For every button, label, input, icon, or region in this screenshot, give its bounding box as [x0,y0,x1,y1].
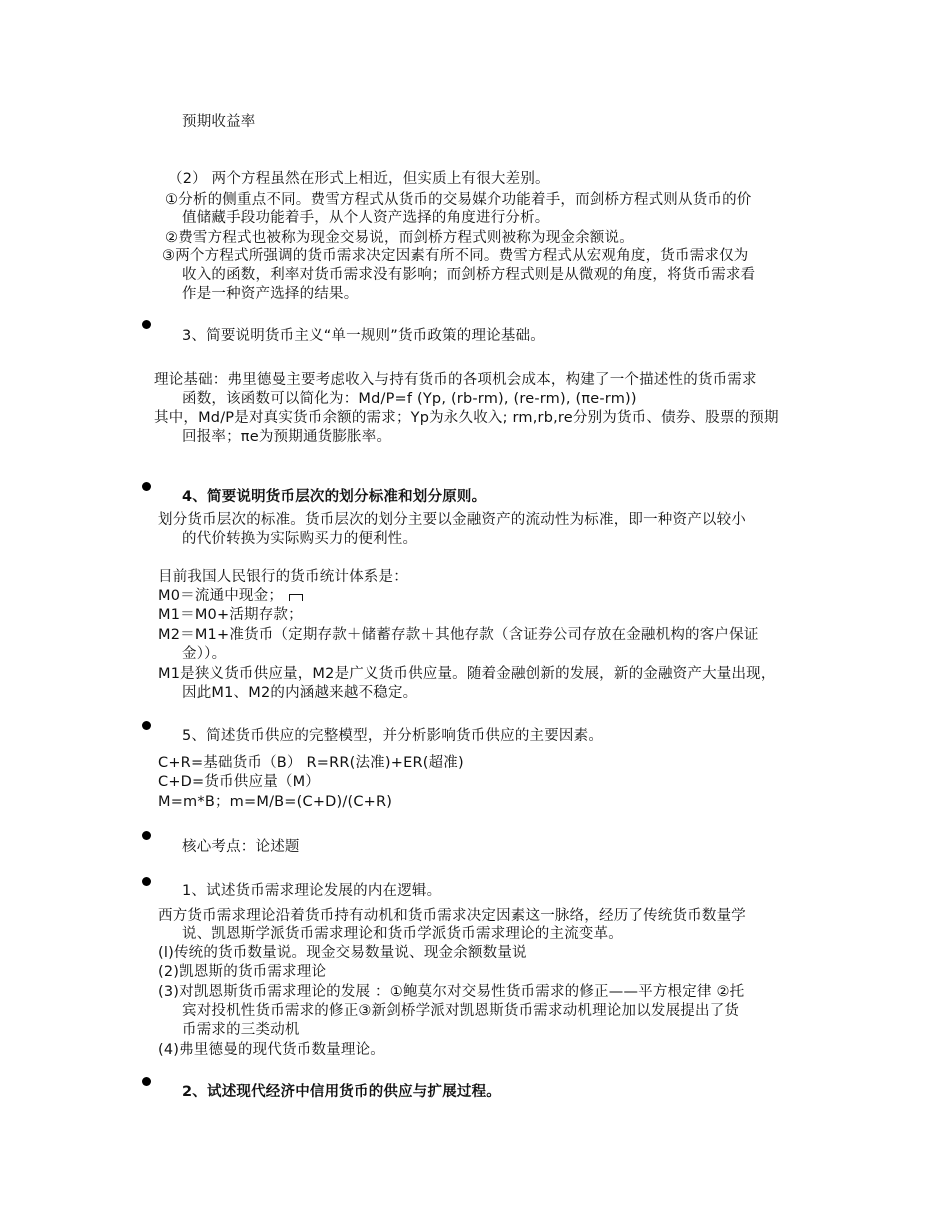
text-line: ②费雪方程式也被称为现金交易说，而剑桥方程式则被称为现金余额说。 [165,230,634,246]
text-line: 因此M1、M2的内涵越来越不稳定。 [182,685,418,701]
text-line: (3)对凯恩斯货币需求理论的发展 ：①鲍莫尔对交易性货币需求的修正——平方根定律 ②托 [158,984,745,1000]
question-heading: 1、试述货币需求理论发展的内在逻辑。 [182,883,442,899]
bullet-icon [142,1077,151,1086]
formula-line: C+R=基础货币（B） R=RR(法准)+ER(超准) [158,755,464,771]
text-line: （2） 两个方程虽然在形式上相近，但实质上有很大差别。 [168,171,550,187]
text-line: (l)传统的货币数量说。现金交易数量说、现金余额数量说 [158,945,527,961]
bullet-icon [142,877,151,886]
text-line: 宾对投机性货币需求的修正③新剑桥学派对凯恩斯货币需求动机理论加以发展提出了货 [182,1003,740,1019]
text-line: 币需求的三类动机 [182,1022,300,1038]
bullet-icon [142,482,151,491]
text-line: M2＝M1+准货币（定期存款＋储蓄存款＋其他存款（含证券公司存放在金融机构的客户保证 [158,627,759,643]
text-line: M1是狭义货币供应量，M2是广义货币供应量。随着金融创新的发展，新的金融资产大量出现， [158,666,776,682]
formula-line: 函数，该函数可以简化为：Md/P=f (Yp, (rb-rm), (re-rm), (πe-rm)) [182,391,637,407]
text-cursor-icon [289,594,303,601]
text-line [158,586,303,606]
question-heading: 2、试述现代经济中信用货币的供应与扩展过程。 [182,1084,501,1100]
text-line: 说、凯恩斯学派货币需求理论和货币学派货币需求理论的主流变革。 [182,926,623,942]
text-line: ③两个方程式所强调的货币需求决定因素有所不同。费雪方程式从宏观角度，货币需求仅为 [162,248,749,264]
text-line: ①分析的侧重点不同。费雪方程式从货币的交易媒介功能着手，而剑桥方程式则从货币的价 [165,192,752,208]
text-line: 其中，Md/P是对真实货币余额的需求；Yp为永久收入; rm,rb,re分别为货币、债券、股票的预期 [154,410,779,426]
text-line: 回报率；πe为预期通货膨胀率。 [182,429,392,445]
question-heading: 3、简要说明货币主义“单一规则”货币政策的理论基础。 [182,328,545,344]
m0-definition: M0＝流通中现金； [158,588,284,604]
formula-line: M=m*B；m=M/B=(C+D)/(C+R) [158,794,393,810]
text-line: 的代价转换为实际购买力的便利性。 [182,531,418,547]
section-heading: 核心考点：论述题 [182,839,300,855]
question-heading: 4、简要说明货币层次的划分标准和划分原则。 [182,489,487,505]
text-line: 划分货币层次的标准。货币层次的划分主要以金融资产的流动性为标准，即一种资产以较小 [158,512,746,528]
text-line: M1＝M0+活期存款； [158,607,303,623]
formula-line: C+D=货币供应量（M） [158,774,320,790]
bullet-icon [142,320,151,329]
text-line: 作是一种资产选择的结果。 [182,286,359,302]
text-line: 西方货币需求理论沿着货币持有动机和货币需求决定因素这一脉络，经历了传统货币数量学 [158,908,746,924]
text-line: 预期收益率 [182,114,256,130]
text-line: 收入的函数，利率对货币需求没有影响；而剑桥方程式则是从微观的角度，将货币需求看 [182,267,756,283]
text-line: 值储藏手段功能着手，从个人资产选择的角度进行分析。 [182,210,550,226]
text-line: 理论基础：弗里德曼主要考虑收入与持有货币的各项机会成本，构建了一个描述性的货币需求 [154,372,757,388]
text-line: (2)凯恩斯的货币需求理论 [158,964,327,980]
bullet-icon [142,721,151,730]
bullet-icon [142,831,151,840]
text-line: 目前我国人民银行的货币统计体系是： [158,569,408,585]
text-line: 金））。 [182,646,227,662]
text-line: (4)弗里德曼的现代货币数量理论。 [158,1042,385,1058]
question-heading: 5、简述货币供应的完整模型，并分析影响货币供应的主要因素。 [182,728,604,744]
